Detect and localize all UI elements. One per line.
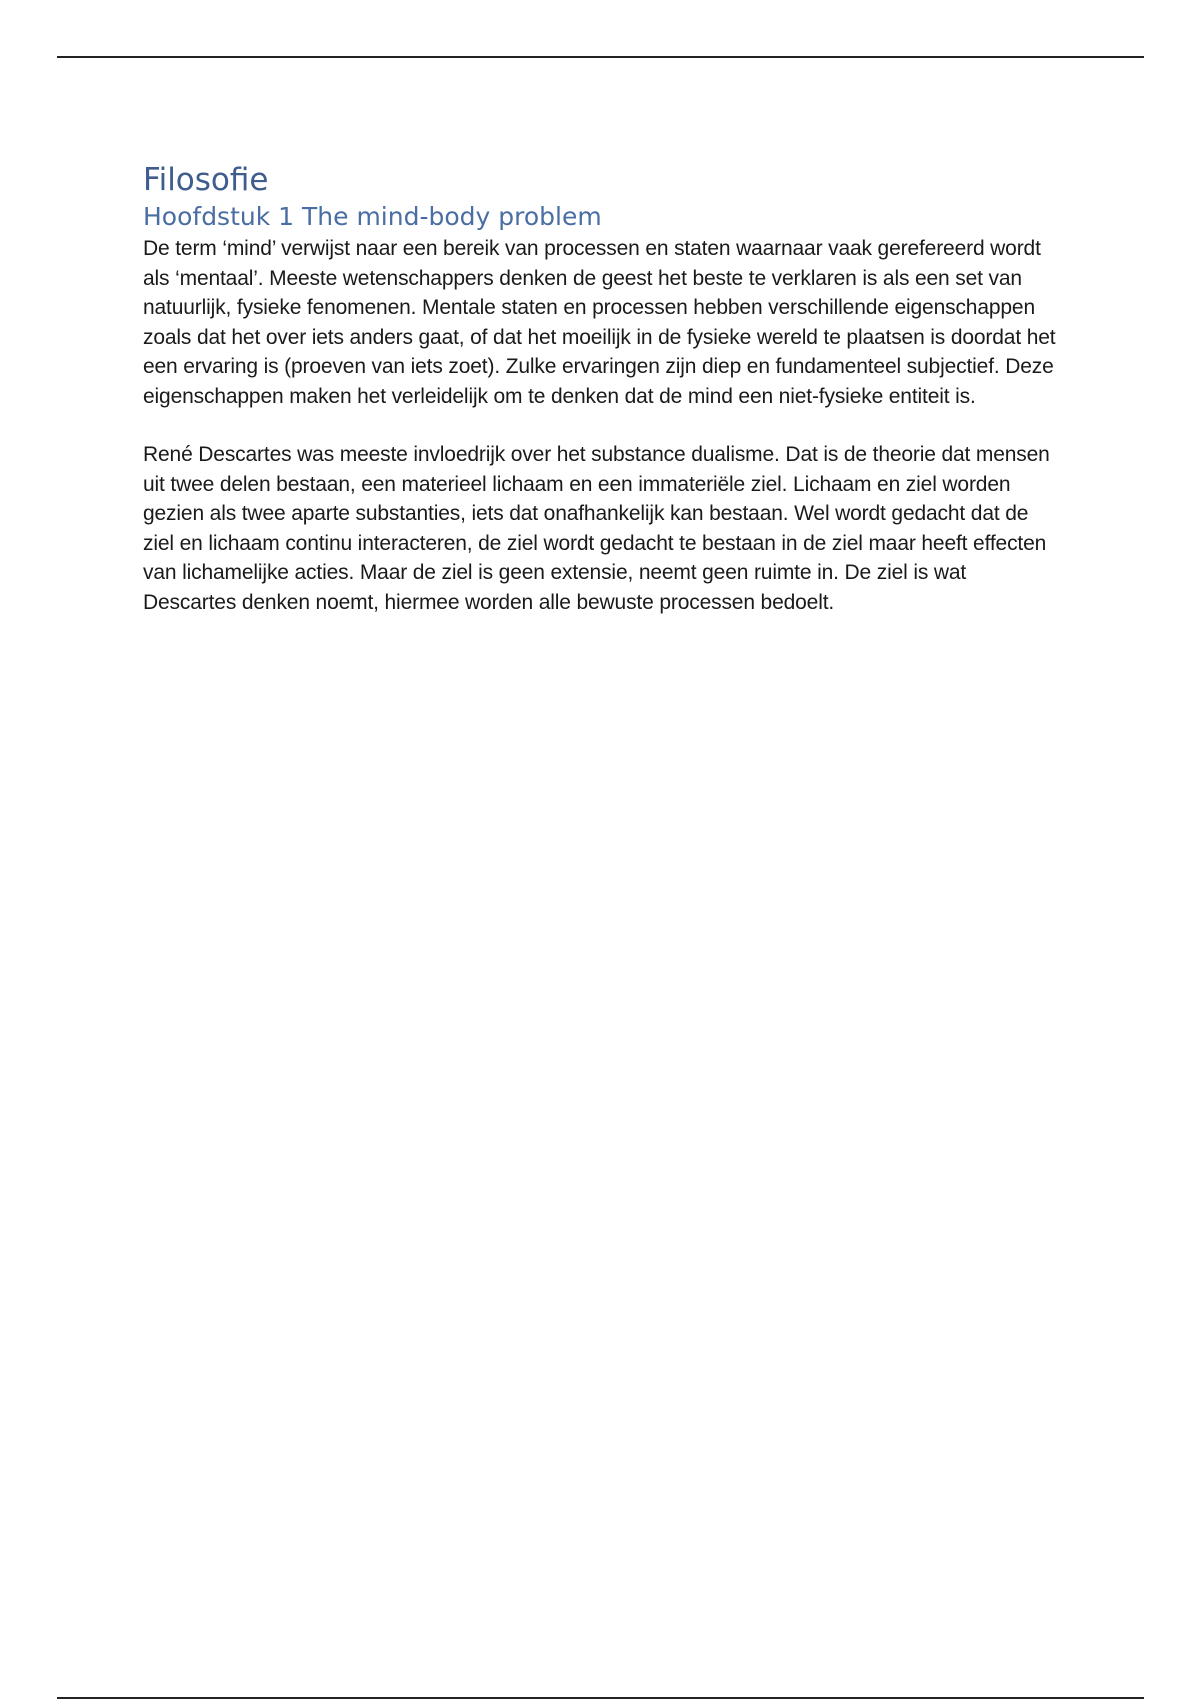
chapter-heading: Hoofdstuk 1 The mind-body problem — [143, 202, 602, 231]
document-body — [143, 160, 1063, 617]
header-rule — [57, 56, 1144, 58]
paragraph-descartes-dualism: René Descartes was meeste invloedrijk over het substance dualisme. Dat is de theorie dat mensen uit twee delen bestaan, een materieel lichaam en een immateriële ziel. Lichaam en ziel worden gezien als twee aparte substanties, iets dat onafhankelijk kan bestaan. Wel wordt gedacht dat de ziel en lichaam continu interacteren, de ziel wordt gedacht te bestaan in de ziel maar heeft effecten van lichamelijke acties. Maar de ziel is geen extensie, neemt geen ruimte in. De ziel is wat Descartes denken noemt, hiermee worden alle bewuste processen bedoelt. — [143, 443, 1050, 614]
footer-rule — [57, 1697, 1144, 1699]
paragraph-mind-definition: De term ‘mind’ verwijst naar een bereik van processen en staten waarnaar vaak gerefereerd wordt als ‘mentaal’. Meeste wetenschappers denken de geest het beste te verklaren is als een set van natuurlijk, fysieke fenomenen. Mentale staten en processen hebben verschillende eigenschappen zoals dat het over iets anders gaat, of dat het moeilijk in de fysieke wereld te plaatsen is doordat het een ervaring is (proeven van iets zoet). Zulke ervaringen zijn diep en fundamenteel subjectief. Deze eigenschappen maken het verleidelijk om te denken dat de mind een niet-fysieke entiteit is. — [143, 237, 1056, 408]
page-title: Filosofie — [143, 162, 269, 198]
